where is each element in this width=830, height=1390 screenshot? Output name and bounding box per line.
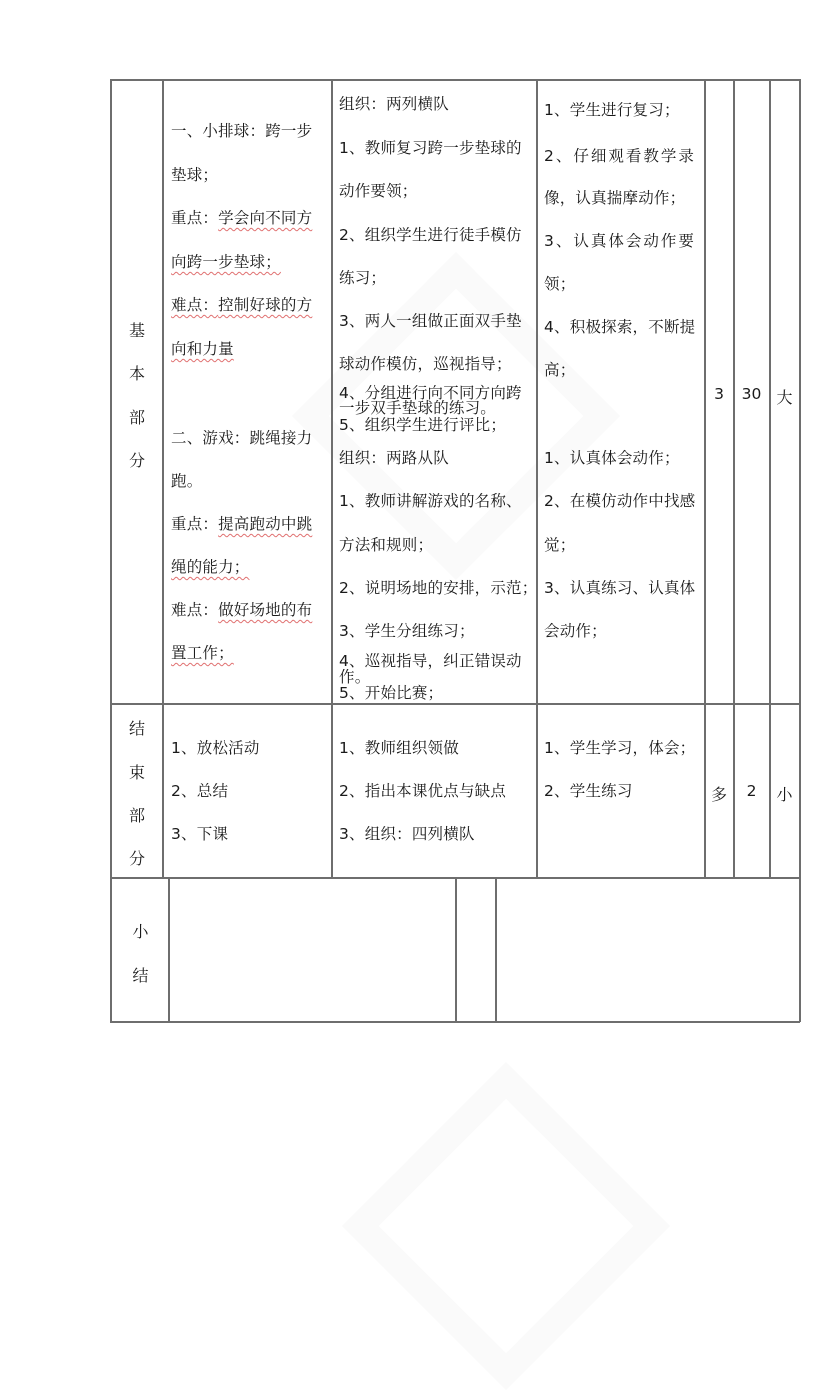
teacher-line: 动作要领；	[339, 182, 418, 200]
student-line: 会动作；	[544, 622, 607, 640]
teacher-line: 作。	[339, 668, 371, 686]
key-point-text: 提高跑动中跳	[218, 515, 313, 533]
section-label-char: 部	[128, 408, 145, 427]
content-line: 置工作；	[171, 644, 234, 662]
section-label-char: 结	[128, 719, 145, 738]
section-label-char: 部	[128, 806, 145, 825]
teacher-line: 4、巡视指导，纠正错误动	[339, 652, 522, 670]
summary-cell[interactable]	[497, 879, 798, 1020]
summary-cell[interactable]	[170, 879, 454, 1020]
col-divider	[733, 79, 735, 877]
teacher-line: 球动作模仿，巡视指导；	[339, 355, 512, 373]
student-line: 1、学生学习，体会；	[544, 739, 696, 757]
minutes-value: 2	[746, 782, 757, 800]
intensity-value: 大	[776, 388, 793, 407]
student-line: 1、学生进行复习；	[544, 101, 680, 119]
teacher-line: 1、教师复习跨一步垫球的	[339, 139, 522, 157]
content-line: 2、总结	[171, 782, 229, 800]
col-divider	[162, 79, 164, 877]
teacher-line: 1、教师讲解游戏的名称、	[339, 492, 522, 510]
teacher-line: 一步双手垫球的练习。	[339, 399, 497, 417]
teacher-line: 组织：两列横队	[339, 95, 449, 113]
key-point-label: 重点：	[171, 515, 219, 533]
content-line	[171, 296, 312, 314]
teacher-line: 3、学生分组练习；	[339, 622, 475, 640]
watermark-logo	[342, 1062, 670, 1390]
difficulty-text: 控制好球的方	[218, 296, 313, 314]
teacher-line: 练习；	[339, 269, 387, 287]
section-label-char: 小	[132, 922, 149, 941]
content-line	[171, 601, 312, 619]
difficulty-label: 难点：	[171, 296, 219, 314]
key-point-label: 重点：	[171, 209, 219, 227]
teacher-line: 5、组织学生进行评比；	[339, 416, 507, 434]
teacher-line: 5、开始比赛；	[339, 684, 444, 702]
teacher-line: 2、指出本课优点与缺点	[339, 782, 507, 800]
student-line: 4、积极探索，不断提	[544, 318, 696, 336]
content-line: 一、小排球：跨一步	[171, 122, 313, 140]
col-divider	[331, 79, 333, 877]
section-label-char: 束	[128, 763, 145, 782]
intensity-value: 小	[776, 785, 793, 804]
teacher-line: 3、两人一组做正面双手垫	[339, 312, 522, 330]
section-label-char: 结	[132, 966, 149, 985]
content-line	[171, 515, 312, 533]
student-line: 3、认真体会动作要	[544, 232, 696, 250]
count-value: 3	[714, 385, 724, 403]
row-divider	[110, 703, 800, 705]
content-line: 跑。	[171, 472, 203, 490]
student-line: 2、仔细观看教学录	[544, 147, 696, 165]
content-line: 二、游戏：跳绳接力	[171, 429, 313, 447]
student-line: 像，认真揣摩动作；	[544, 189, 686, 207]
content-line: 向和力量	[171, 340, 234, 358]
teacher-line: 3、组织：四列横队	[339, 825, 475, 843]
section-label-char: 分	[128, 849, 145, 868]
table-border-top	[110, 79, 800, 81]
section-label-char: 分	[128, 451, 145, 470]
section-label-char: 基	[128, 321, 145, 340]
student-line: 觉；	[544, 536, 576, 554]
content-line: 向跨一步垫球；	[171, 253, 281, 271]
minutes-value: 30	[741, 385, 762, 403]
teacher-line: 1、教师组织领做	[339, 739, 459, 757]
student-line: 2、学生练习	[544, 782, 633, 800]
key-point-text: 学会向不同方	[218, 209, 313, 227]
difficulty-label: 难点：	[171, 601, 219, 619]
table-border-right	[799, 79, 801, 1022]
teacher-line: 方法和规则；	[339, 536, 434, 554]
content-line: 垫球；	[171, 166, 219, 184]
summary-cell[interactable]	[457, 879, 494, 1020]
col-divider	[704, 79, 706, 877]
difficulty-text: 做好场地的布	[218, 601, 313, 619]
student-line: 3、认真练习、认真体	[544, 579, 696, 597]
student-line: 领；	[544, 275, 576, 293]
teacher-line: 2、说明场地的安排，示范；	[339, 579, 538, 597]
count-value: 多	[710, 785, 727, 804]
student-line: 1、认真体会动作；	[544, 449, 680, 467]
teacher-line: 组织：两路从队	[339, 449, 449, 467]
col-divider	[769, 79, 771, 877]
teacher-line: 2、组织学生进行徒手模仿	[339, 226, 522, 244]
content-line: 3、下课	[171, 825, 229, 843]
content-line: 1、放松活动	[171, 739, 260, 757]
teacher-line: 4、分组进行向不同方向跨	[339, 384, 522, 402]
student-line: 2、在模仿动作中找感	[544, 492, 696, 510]
student-line: 高；	[544, 361, 576, 379]
section-label-char: 本	[128, 364, 145, 383]
content-line: 绳的能力；	[171, 558, 250, 576]
col-divider	[536, 79, 538, 877]
table-border-left	[110, 79, 112, 1022]
content-line	[171, 209, 312, 227]
